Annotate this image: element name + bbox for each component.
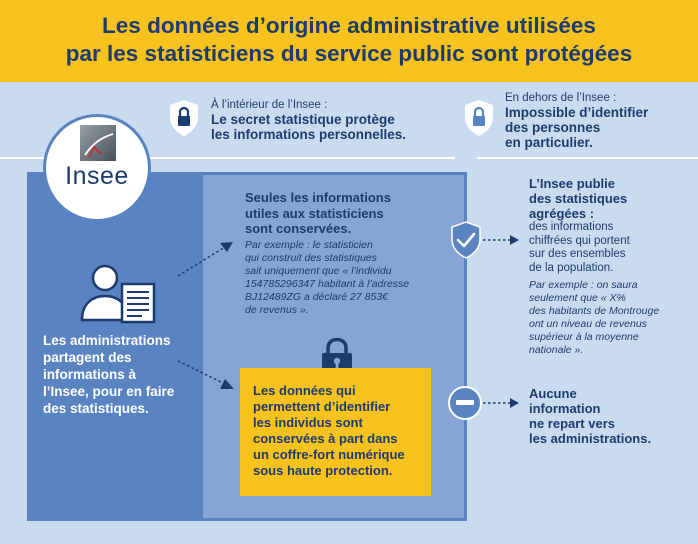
separator-right	[477, 157, 698, 159]
publish-line: L’Insee publie	[529, 176, 615, 191]
insee-logo-text: Insee	[65, 162, 129, 190]
minus-icon-bar	[456, 400, 474, 405]
conserved-heading	[245, 190, 445, 237]
publish-example-line: ont un niveau de revenus	[529, 318, 647, 330]
conserved-line: utiles aux statisticiens	[245, 205, 384, 221]
publish-description-line: sur des ensembles	[529, 248, 626, 260]
page-title	[0, 12, 698, 68]
no-info-line: information	[529, 401, 601, 416]
inside-label: À l’intérieur de l’Insee :	[211, 99, 328, 111]
separator-left	[0, 157, 45, 159]
conserved-example-line: Par exemple : le statisticien	[245, 239, 373, 251]
no-info-line: ne repart vers	[529, 416, 615, 431]
arrow-icon	[481, 397, 521, 409]
administrations-line: Les administrations	[43, 333, 171, 348]
lock-shield-icon	[168, 99, 200, 137]
publish-description-line: chiffrées qui portent	[529, 234, 630, 247]
publish-example-line: Par exemple : on saura	[529, 279, 638, 291]
safe-line: Les données qui	[253, 383, 356, 398]
conserved-example	[245, 239, 450, 317]
outside-line-1: Impossible d’identifier	[505, 105, 649, 120]
arrow-icon	[481, 234, 521, 246]
title-line-1: Les données d’origine administrative utilisées	[102, 13, 596, 38]
publish-line: agrégées :	[529, 206, 595, 221]
publish-description-line: de la population.	[529, 261, 614, 274]
publish-example-line: nationale ».	[529, 344, 584, 356]
conserved-example-line: de revenus ».	[245, 304, 309, 316]
publish-description	[529, 221, 689, 275]
no-info-line: Aucune	[529, 386, 577, 401]
separator-middle	[150, 157, 455, 159]
outside-line-3: en particulier.	[505, 135, 593, 150]
inside-line-1: Le secret statistique protège	[211, 112, 395, 127]
conserved-line: sont conservées.	[245, 221, 352, 236]
conserved-line: Seules les informations	[245, 190, 391, 205]
conserved-example-line: BJ12489ZG a déclaré 27 853€	[245, 291, 389, 303]
publish-line: des statistiques	[529, 191, 628, 206]
publish-example-line: seulement que « X%	[529, 292, 626, 304]
person-document-icon	[78, 262, 158, 324]
title-line-2: par les statisticiens du service public sont protégées	[65, 41, 633, 66]
publish-heading	[529, 176, 679, 221]
safe-line: sous haute protection.	[253, 463, 393, 478]
check-shield-icon	[449, 220, 483, 260]
publish-example-line: des habitants de Montrouge	[529, 305, 660, 317]
administrations-line: informations à	[43, 367, 137, 382]
publish-description-line: des informations	[529, 221, 614, 233]
conserved-example-line: qui construit des statistiques	[245, 252, 377, 264]
no-info-line: les administrations.	[529, 431, 652, 446]
conserved-example-line: 154785296347 habitant à l’adresse	[245, 278, 410, 290]
no-info-text	[529, 386, 694, 446]
publish-example-line: supérieur à la moyenne	[529, 331, 639, 343]
safe-line: les individus sont	[253, 415, 363, 430]
arrow-icon	[175, 238, 235, 280]
lock-shield-icon	[463, 99, 495, 137]
outside-line-2: des personnes	[505, 120, 601, 135]
administrations-line: des statistiques.	[43, 401, 149, 416]
inside-line-2: les informations personnelles.	[211, 127, 407, 142]
safe-text	[253, 383, 425, 479]
administrations-line: l’Insee, pour en faire	[43, 384, 175, 399]
arrow-icon	[175, 358, 237, 394]
conserved-example-line: sait uniquement que « l’individu	[245, 265, 392, 277]
insee-logo-mark-icon	[79, 124, 117, 162]
safe-line: permettent d’identifier	[253, 399, 391, 414]
outside-label: En dehors de l’Insee :	[505, 92, 617, 104]
safe-line: un coffre-fort numérique	[253, 447, 405, 462]
publish-example	[529, 279, 689, 357]
administrations-line: partagent des	[43, 350, 132, 365]
safe-line: conservées à part dans	[253, 431, 398, 446]
